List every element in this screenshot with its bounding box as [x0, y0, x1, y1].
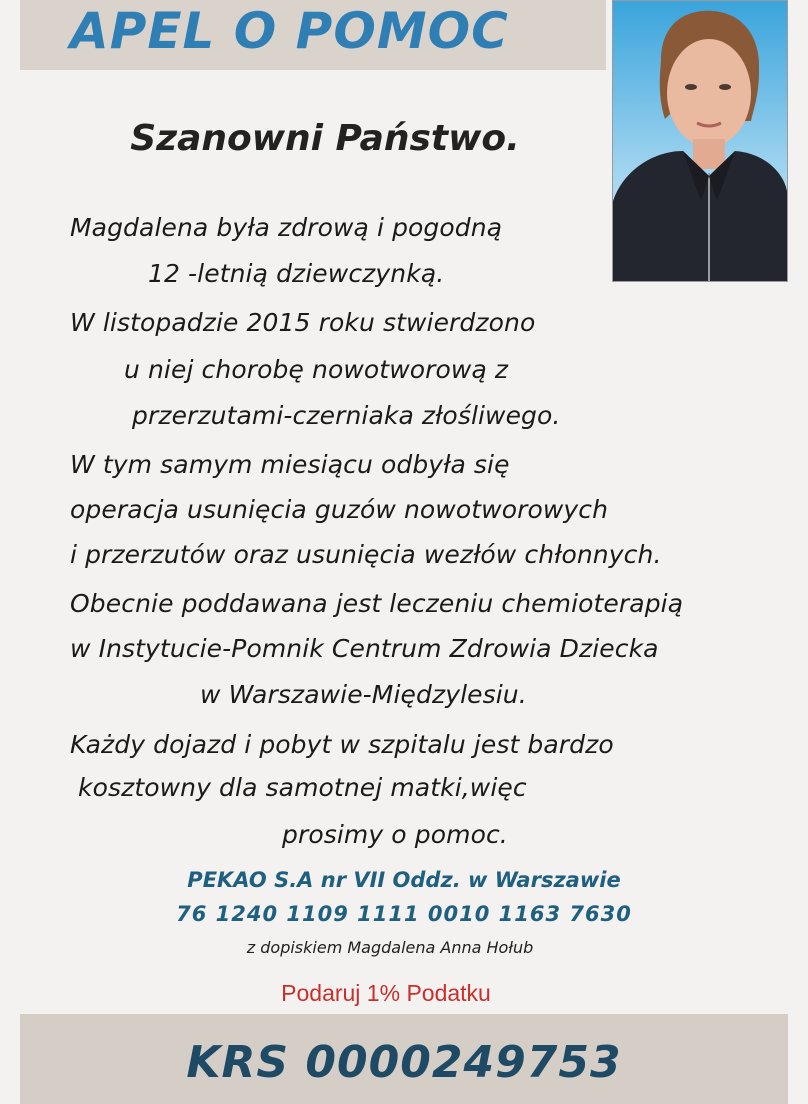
- body-line: W listopadzie 2015 roku stwierdzono: [70, 308, 536, 337]
- body-line: przerzutami-czerniaka złośliwego.: [132, 401, 561, 430]
- donate-one-percent-tax: Podaruj 1% Podatku: [281, 980, 491, 1006]
- page-title: APEL O POMOC: [70, 2, 509, 60]
- body-line: i przerzutów oraz usunięcia wezłów chłonnych.: [70, 540, 662, 569]
- transfer-note: z dopiskiem Magdalena Anna Hołub: [246, 938, 534, 957]
- body-line: 12 -letnią dziewczynką.: [148, 259, 445, 288]
- krs-number: KRS 0000249753: [186, 1037, 622, 1088]
- body-line: operacja usunięcia guzów nowotworowych: [70, 495, 609, 524]
- bank-name: PEKAO S.A nr VII Oddz. w Warszawie: [187, 868, 621, 892]
- greeting: Szanowni Państwo.: [130, 118, 520, 159]
- body-line: u niej chorobę nowotworową z: [124, 355, 509, 384]
- body-line: Każdy dojazd i pobyt w szpitalu jest bardzo: [70, 730, 614, 759]
- body-line: prosimy o pomoc.: [282, 820, 508, 849]
- body-line: kosztowny dla samotnej matki,więc: [78, 773, 527, 802]
- bank-account-number: 76 1240 1109 1111 0010 1163 7630: [176, 902, 632, 926]
- body-line: Obecnie poddawana jest leczeniu chemioterapią: [70, 589, 684, 618]
- body-line: w Warszawie-Międzylesiu.: [200, 680, 527, 709]
- body-line: w Instytucie-Pomnik Centrum Zdrowia Dziecka: [70, 634, 659, 663]
- body-line: Magdalena była zdrową i pogodną: [70, 213, 503, 242]
- body-line: W tym samym miesiącu odbyła się: [70, 450, 510, 479]
